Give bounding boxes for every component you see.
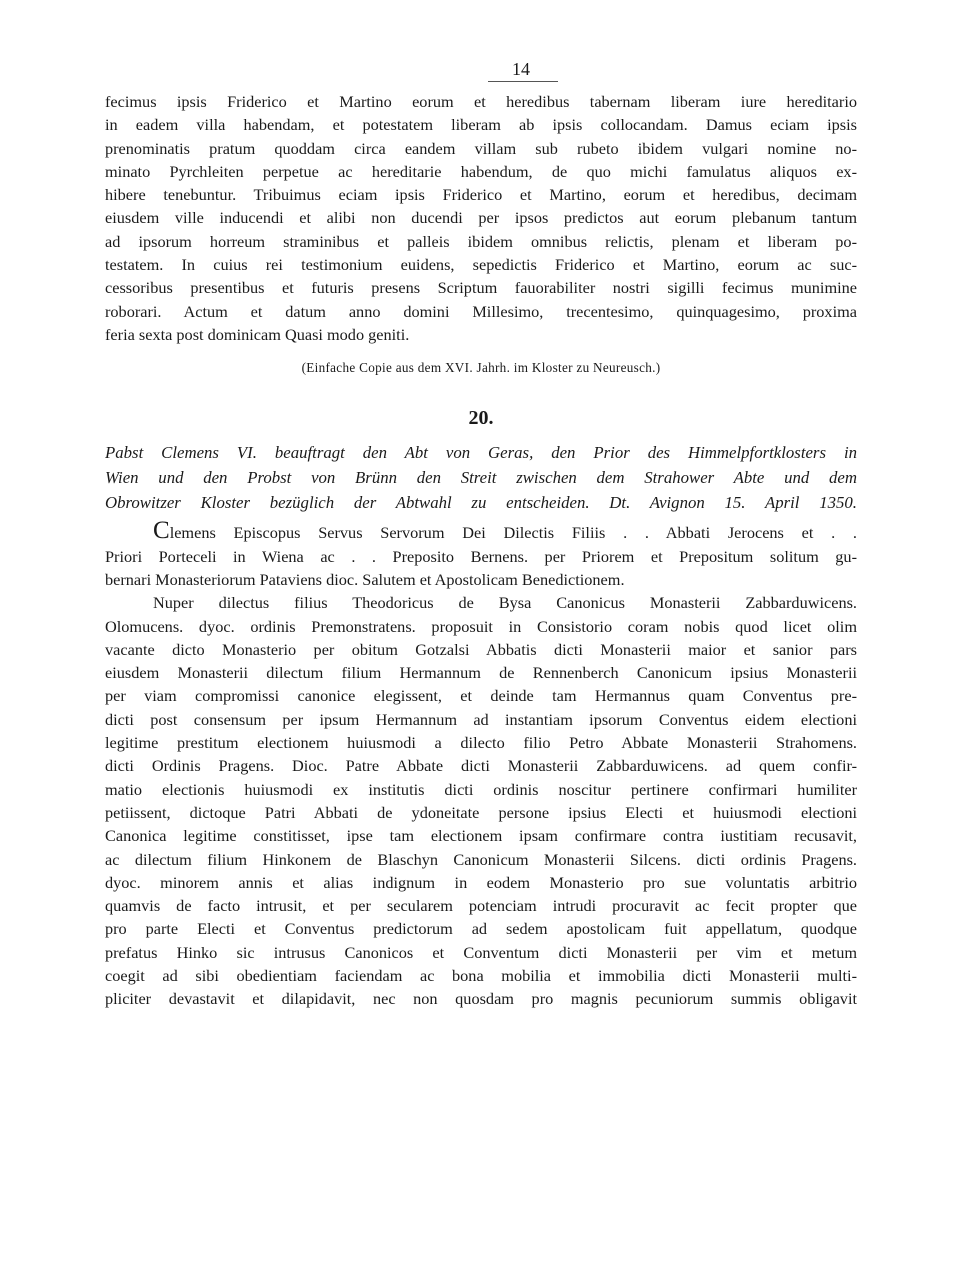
text-line: ad ipsorum horreum straminibus et palleis ibidem omnibus relictis, plenam et liberam po- xyxy=(105,231,857,251)
text-line: fecimus ipsis Friderico et Martino eorum et heredibus tabernam liberam iure hereditario xyxy=(105,92,857,111)
page-number: 14 xyxy=(512,59,530,79)
charter-conclusion-text xyxy=(105,90,857,346)
text-line: legitime prestitum electionem huiusmodi a dilecto filio Petro Abbate Monasterii Strahomens. xyxy=(105,733,857,753)
text-line: minato Pyrchleiten perpetue ac hereditarie habendum, de quo michi famulatus aliquos ex- xyxy=(105,161,857,181)
text-line: dyoc. minorem annis et alias indignum in eodem Monasterio pro sue voluntatis arbitrio xyxy=(105,872,857,892)
text-line: petiissent, dictoque Patri Abbati de ydoneitate persone ipsius Electi et huiusmodi electioni xyxy=(105,802,857,822)
text-line: bernari Monasteriorum Pataviens dioc. Salutem et Apostolicam Benedictionem. xyxy=(105,569,625,589)
text-line: feria sexta post dominicam Quasi modo geniti. xyxy=(105,324,410,344)
text-line: prefatus Hinko sic intrusus Canonicos et Conventum dicti Monasterii per vim et metum xyxy=(105,942,857,962)
text-line: Nuper dilectus filius Theodoricus de Bysa Canonicus Monasterii Zabbarduwicens. xyxy=(153,593,857,613)
text-line: cessoribus presentibus et futuris presens Scriptum fauorabiliter nostri sigilli fecimus munimine xyxy=(105,278,857,298)
text-line: vacante dicto Monasterio per obitum Gotzalsi Abbatis dicti Monasterii maior et sanior pars xyxy=(105,639,857,659)
text-line: dicti post consensum per ipsum Hermannum ad instantiam ipsorum Conventus eidem electioni xyxy=(105,709,857,729)
text-line: prenominatis pratum quoddam circa eandem villam sub rubeto ibidem vulgari nomine no- xyxy=(105,138,857,158)
text-line: roborari. Actum et datum anno domini Millesimo, trecentesimo, quinquagesimo, proxima xyxy=(105,301,857,321)
text-line: in eadem villa habendam, et potestatem liberam ab ipsis collocandam. Damus eciam ipsis xyxy=(105,115,857,135)
text-line: Canonica legitime constitisset, ipse tam electionem ipsam confirmare contra iustitiam recusavit, xyxy=(105,826,857,846)
document-page xyxy=(105,58,857,1011)
text-line: pro parte Electi et Conventus predictorum ad sedem apostolicam fuit appellatum, quodque xyxy=(105,919,857,939)
text-line: eiusdem ville inducendi et alibi non ducendi per ipsos predictos aut eorum plebanum tantum xyxy=(105,208,857,228)
text-line: matio electionis huiusmodi ex institutis dicti ordinis noscitur pertinere confirmari humiliter xyxy=(105,779,857,799)
text-line: per viam compromissi canonice elegissent, et deinde tam Hermannus quam Conventus pre- xyxy=(105,686,857,706)
text-line: testatem. In cuius rei testimonium euidens, sepedictis Friderico et Martino, eorum ac suc- xyxy=(105,255,857,275)
document-rubric xyxy=(105,441,857,515)
charter-narration xyxy=(105,591,857,1010)
text-line xyxy=(105,521,857,544)
rubric-line: Obrowitzer Kloster bezüglich der Abtwahl zu entscheiden. Dt. Avignon 15. April 1350. xyxy=(105,492,857,512)
rubric-line: Pabst Clemens VI. beauftragt den Abt von Geras, den Prior des Himmelpfortklosters in xyxy=(105,443,857,463)
source-note: (Einfache Copie aus dem XVI. Jahrh. im Kloster zu Neureusch.) xyxy=(301,360,661,376)
text-line: ac dilectum filium Hinkonem de Blaschyn Canonicum Monasterii Silcens. dicti ordinis Pragens. xyxy=(105,849,857,869)
text-line: quamvis de facto intrusit, et per secularem potenciam intrudi procuravit ac fecit propter que xyxy=(105,896,857,916)
document-number: 20. xyxy=(468,407,494,430)
text-line: hibere tenebuntur. Tribuimus eciam ipsis Friderico et Martino, eorum et heredibus, decimam xyxy=(105,185,857,205)
rubric-line: Wien und den Probst von Brünn den Streit zwischen dem Strahower Abte und dem xyxy=(105,467,857,487)
text-line: Priori Porteceli in Wiena ac . . Preposito Bernens. per Priorem et Prepositum solitum gu- xyxy=(105,546,857,566)
text-line: dicti Ordinis Pragens. Dioc. Patre Abbate dicti Monasterii Zabbarduwicens. ad quem confir- xyxy=(105,756,857,776)
charter-salutation xyxy=(105,521,857,591)
text-line: coegit ad sibi obedientiam faciendam ac bona mobilia et immobilia dicti Monasterii multi- xyxy=(105,966,857,986)
initial-letter: C xyxy=(153,521,170,545)
first-line-text: lemens Episcopus Servus Servorum Dei Dilectis Filiis . . Abbati Jerocens et . . xyxy=(169,523,857,543)
text-line: pliciter devastavit et dilapidavit, nec non quosdam pro magnis pecuniorum summis obligavit xyxy=(105,989,857,1009)
page-number-rule xyxy=(488,81,558,82)
text-line: Olomucens. dyoc. ordinis Premonstratens. proposuit in Consistorio coram nobis quod licet olim xyxy=(105,616,857,636)
text-line: eiusdem Monasterii dilectum filium Hermannum de Rennenberch Canonicum ipsius Monasterii xyxy=(105,663,857,683)
